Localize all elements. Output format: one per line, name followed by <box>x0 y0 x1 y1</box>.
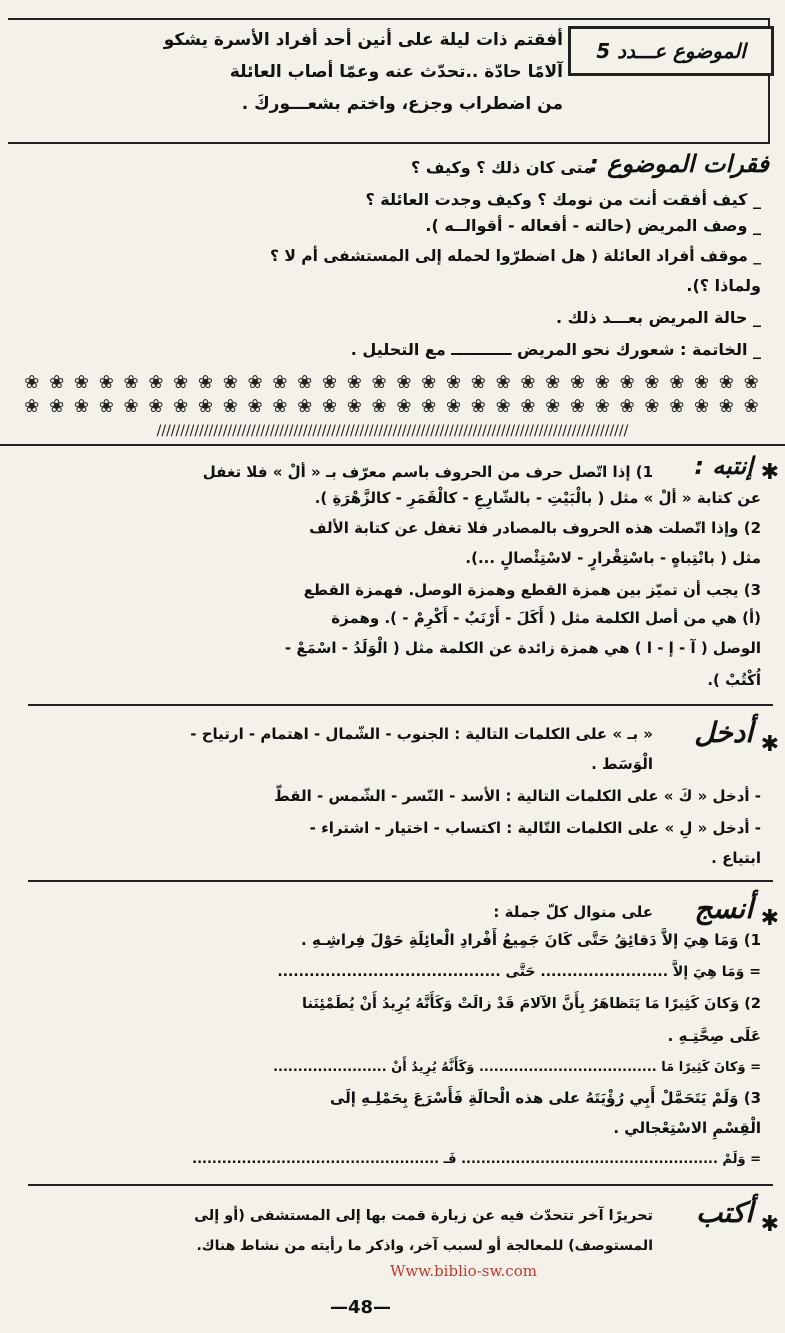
weave-line-1: 1) وَمَا هِيَ إلاَّ دَقائِقُ حَتَّى كَانَ جَمِيعُ أَفْرادِ الْعائِلَةِ حَوْلَ فِراشِـهِ . <box>301 931 761 949</box>
paragraph-item-2: _ وصف المريض (حالته - أفعاله - أقوالــه ). <box>425 216 761 235</box>
paragraph-item-5: _ حالة المريض بعـــد ذلك . <box>556 308 761 327</box>
divider-line <box>28 880 773 882</box>
note-line-3: 2) وإذا اتّصلت هذه الحروف بالمصادر فلا تغفل عن كتابة الألف <box>309 519 761 537</box>
divider-line <box>0 444 785 446</box>
paragraph-item-4: ولماذا ؟). <box>686 276 761 295</box>
weave-line-6: 3) وَلَمْ يَتَحَمَّلْ أَبِي رُؤْيَتَهُ على هذه الْحالَةِ فَأَسْرَعَ بِحَمْلِـهِ إلَى <box>330 1089 761 1107</box>
topic-line-2: آلامًا حادّة ..تحدّث عنه وعمّا أصاب العائلة <box>229 62 563 82</box>
note-line-6: (أ) هي من أصل الكلمة مثل ( أَكَلَ - أَرْنَبٌ - أَكْرِمْ - ). وهمزة <box>331 609 761 627</box>
weave-line-8: = وَلَمْ .................................................... فَـ .................................................. <box>192 1152 761 1167</box>
paragraph-item-3: _ موقف أفراد العائلة ( هل اضطرّوا لحمله إلى المستشفى أم لا ؟ <box>269 247 761 265</box>
weave-line-3: 2) وَكانَ كَثِيرًا مَا يَتَظاهَرُ بِأَنَّ الآلامَ قَدْ زالَتْ وَكَأَنَّهُ يُرِيدُ أَنْ يُطَمْئِنَنا <box>302 996 761 1012</box>
divider-line <box>28 1184 773 1186</box>
note-line-4: مثل ( بانْتِباهٍ - باسْتِقْرارٍ - لاسْتِئْصالٍ ...). <box>465 549 761 567</box>
footer-url: Www.biblio-sw.com <box>390 1262 537 1280</box>
write-line-2: المستوصف) للمعالجة أو لسبب آخر، واذكر ما رأيته من نشاط هناك. <box>196 1238 653 1254</box>
weave-line-7: الْقِسْمِ الاسْتِعْجالي . <box>613 1119 761 1137</box>
note-label: إنتبه : <box>694 452 753 480</box>
ornament-row-2: ❀ ❀ ❀ ❀ ❀ ❀ ❀ ❀ ❀ ❀ ❀ ❀ ❀ ❀ ❀ ❀ ❀ ❀ ❀ ❀ ❀ ❀ ❀ ❀ ❀ ❀ ❀ ❀ ❀ ❀ <box>24 396 761 417</box>
topic-label: الموضوع عـــدد 5 <box>568 26 774 76</box>
insert-line-2: الْوَسَط . <box>591 755 653 773</box>
write-label: أكتب <box>695 1196 753 1229</box>
note-line-7: الوصل ( آ - إ - ا ) هي همزة زائدة عن الكلمة مثل ( الْوَلَدُ - اسْمَعْ - <box>284 639 761 657</box>
note-line-5: 3) يجب أن تميّز بين همزة القطع وهمزة الوصل. فهمزة القطع <box>303 581 761 599</box>
weave-intro: على منوال كلّ جملة : <box>493 903 653 921</box>
weave-line-5: = وَكانَ كَثِيرًا مَا .................................... وَكَأَنَّهُ يُرِيدُ أَنْ ....................... <box>273 1060 761 1075</box>
star-bullet-icon: ✱ <box>760 732 779 757</box>
weave-label: أنسج <box>694 892 753 925</box>
topic-line-3: من اضطراب وجزع، واختم بشعـــوركَ . <box>241 94 563 114</box>
topic-line-1: أفقتم ذات ليلة على أنين أحد أفراد الأسرة يشكو <box>163 30 563 50</box>
insert-label: أدخل <box>694 716 753 749</box>
divider-line <box>28 704 773 706</box>
insert-line-1: « بـ » على الكلمات التالية : الجنوب - الشّمال - اهتمام - ارتياح - <box>190 725 653 743</box>
ornament-row-1: ❀ ❀ ❀ ❀ ❀ ❀ ❀ ❀ ❀ ❀ ❀ ❀ ❀ ❀ ❀ ❀ ❀ ❀ ❀ ❀ ❀ ❀ ❀ ❀ ❀ ❀ ❀ ❀ ❀ ❀ <box>24 372 761 393</box>
paragraphs-label: فقرات الموضوع : <box>589 150 769 178</box>
insert-line-4: - أدخل « لِ » على الكلمات التّالية : اكتساب - اختيار - اشتراء - <box>309 819 761 837</box>
paragraph-item-6: _ الخاتمة : شعورك نحو المريض ـــــــــــ مع التحليل . <box>350 340 761 359</box>
paragraph-item-1: _ كيف أفقت أنت من نومك ؟ وكيف وجدت العائلة ؟ <box>365 190 761 209</box>
ornament-rope: //////////////////////////////////////////////////////////////////////////////////////////////////// <box>156 423 629 439</box>
note-line-1: 1) إذا اتّصل حرف من الحروف باسم معرّف بـ « ألْ » فلا تغفل <box>202 463 653 481</box>
page-number: —48— <box>330 1297 392 1318</box>
note-line-8: اُكْتُبْ ). <box>707 671 761 689</box>
write-line-1: تحريرًا آخر تتحدّث فيه عن زيارة قمت بها إلى المستشفى (أو إلى <box>194 1208 653 1224</box>
star-bullet-icon: ✱ <box>760 1212 779 1237</box>
weave-line-4: عَلَى صِحَّتِـهِ . <box>667 1027 761 1045</box>
star-bullet-icon: ✱ <box>760 460 779 485</box>
insert-line-5: ابتياع . <box>711 849 761 867</box>
insert-line-3: - أدخل « كَ » على الكلمات التالية : الأسد - النّسر - الشّمس - القطّ <box>274 787 761 805</box>
note-line-2: عن كتابة « ألْ » مثل ( بالْبَيْتِ - بالشّارِعِ - كالْقَمَرِ - كالزَّهْرَةِ ). <box>314 489 761 507</box>
star-bullet-icon: ✱ <box>760 906 779 931</box>
paragraphs-first-line: متى كان ذلك ؟ وكيف ؟ <box>411 158 593 177</box>
weave-line-2: = وَمَا هِيَ إلاَّ ........................ حَتَّى .......................................... <box>277 964 761 980</box>
